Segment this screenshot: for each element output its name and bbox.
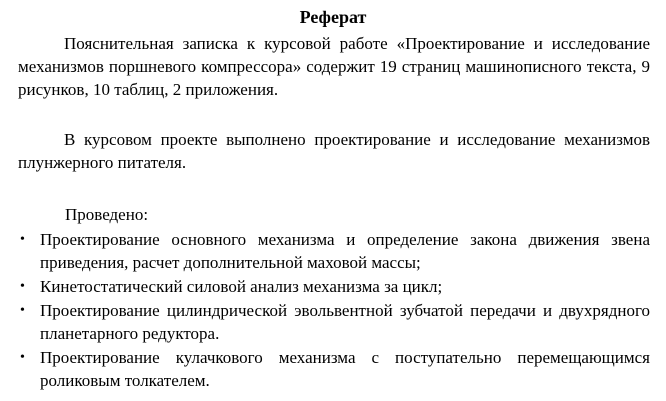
document-title: Реферат xyxy=(299,7,367,27)
bullet-icon: • xyxy=(20,279,25,294)
work-items-list xyxy=(0,228,666,393)
list-item-text: Кинетостатический силовой анализ механизма за цикл; xyxy=(40,277,443,296)
list-item-text: Проектирование цилиндрической эвольвентной зубчатой передачи и двухрядного планетарного редуктора. xyxy=(40,301,650,343)
bullet-icon: • xyxy=(20,303,25,318)
paragraph-project-scope: В курсовом проекте выполнено проектирование и исследование механизмов плунжерного питателя. xyxy=(18,130,650,172)
list-item xyxy=(0,275,666,298)
list-lead: Проведено: xyxy=(65,205,149,224)
paragraph-summary: Пояснительная записка к курсовой работе «Проектирование и исследование механизмов поршневого компрессора» содержит 19 страниц машинописного текста, 9 рисунков, 10 таблиц, 2 приложения. xyxy=(18,34,650,99)
list-item-text: Проектирование основного механизма и определение закона движения звена приведения, расчет дополнительной маховой массы; xyxy=(40,230,650,272)
list-item-text: Проектирование кулачкового механизма с поступательно перемещающимся роликовым толкателем. xyxy=(40,348,650,390)
list-item xyxy=(0,346,666,392)
bullet-icon: • xyxy=(20,350,25,365)
list-item xyxy=(0,228,666,274)
bullet-icon: • xyxy=(20,232,25,247)
list-item xyxy=(0,299,666,345)
